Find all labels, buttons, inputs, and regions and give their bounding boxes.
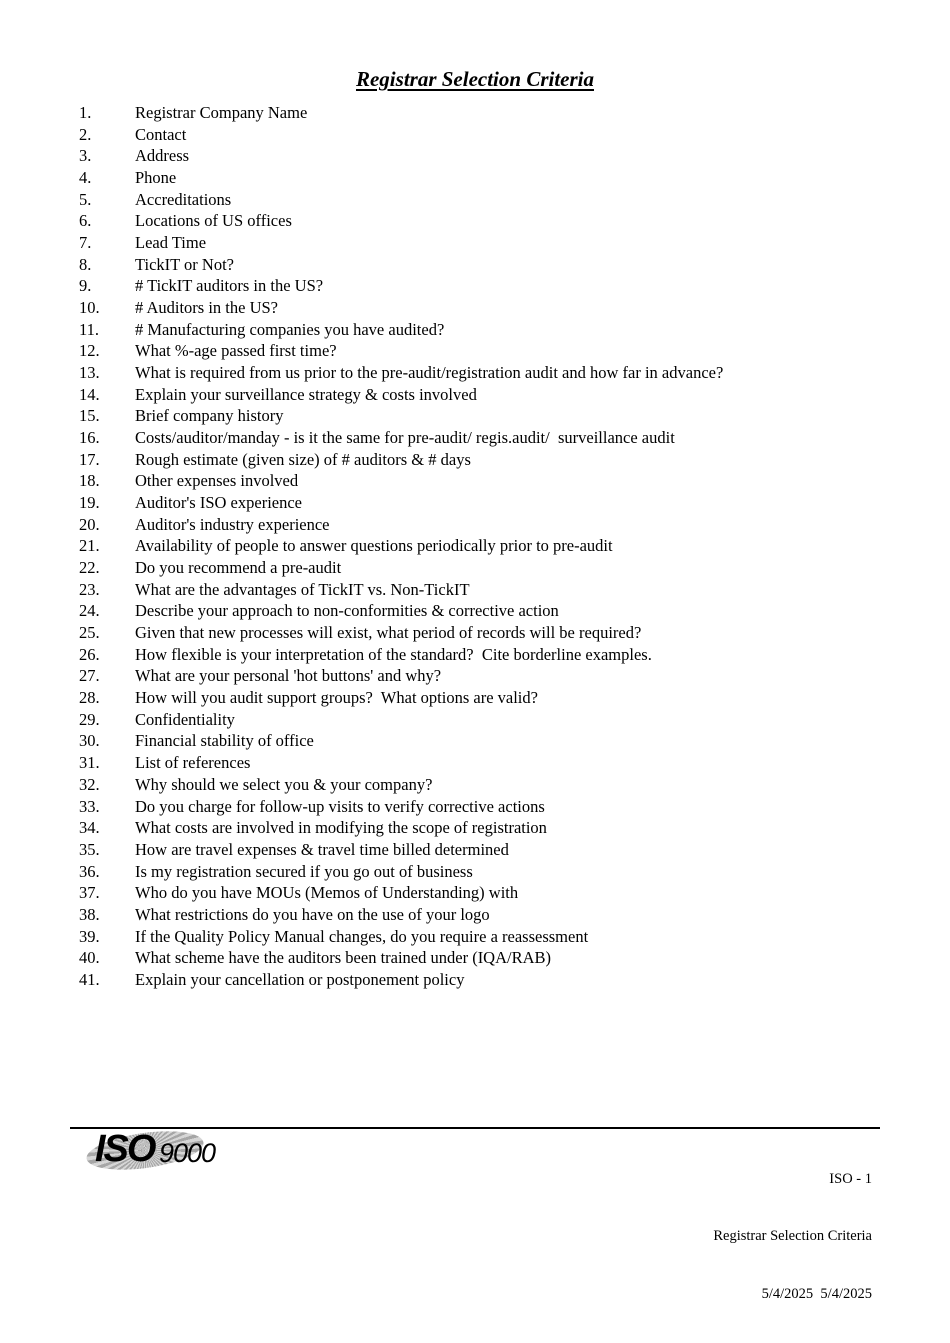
list-item-number: 37. — [79, 883, 100, 903]
list-item — [79, 817, 920, 839]
list-item — [79, 969, 920, 991]
list-item — [79, 622, 920, 644]
list-item — [79, 319, 920, 341]
list-item-text: Costs/auditor/manday - is it the same for pre-audit/ regis.audit/ surveillance audit — [135, 428, 675, 448]
list-item-number: 36. — [79, 861, 100, 881]
list-item-number: 29. — [79, 709, 100, 729]
list-item-number: 3. — [79, 146, 92, 166]
list-item-text: What are your personal 'hot buttons' and why? — [135, 666, 442, 686]
list-item-text: Address — [135, 146, 190, 166]
list-item-text: Lead Time — [135, 233, 207, 253]
list-item-text: TickIT or Not? — [135, 254, 234, 274]
list-item-text: Locations of US offices — [135, 211, 292, 231]
list-item-text: # Auditors in the US? — [135, 298, 278, 318]
list-item-number: 41. — [79, 969, 100, 989]
list-item-number: 20. — [79, 514, 100, 534]
list-item-text: # Manufacturing companies you have audited? — [135, 319, 445, 339]
list-item-number: 14. — [79, 384, 100, 404]
list-item-number: 17. — [79, 449, 100, 469]
list-item-number: 21. — [79, 536, 100, 556]
list-item-number: 2. — [79, 124, 92, 144]
list-item-number: 12. — [79, 341, 100, 361]
list-item-number: 23. — [79, 579, 100, 599]
list-item — [79, 167, 920, 189]
list-item-text: Financial stability of office — [135, 731, 314, 751]
list-item — [79, 405, 920, 427]
list-item-text: Accreditations — [135, 189, 232, 209]
list-item-text: Contact — [135, 124, 187, 144]
list-item — [79, 644, 920, 666]
list-item-text: What restrictions do you have on the use of your logo — [135, 904, 490, 924]
list-item — [79, 709, 920, 731]
list-item — [79, 145, 920, 167]
list-item-text: What costs are involved in modifying the scope of registration — [135, 818, 547, 838]
list-item-number: 15. — [79, 406, 100, 426]
list-item-number: 19. — [79, 493, 100, 513]
list-item — [79, 774, 920, 796]
logo-9000-text: 9000 — [159, 1138, 216, 1168]
list-item — [79, 232, 920, 254]
list-item — [79, 340, 920, 362]
list-item-number: 4. — [79, 168, 92, 188]
list-item — [79, 687, 920, 709]
list-item-number: 1. — [79, 103, 92, 122]
list-item — [79, 752, 920, 774]
list-item-text: Availability of people to answer questions periodically prior to pre-audit — [135, 536, 613, 556]
list-item-number: 28. — [79, 688, 100, 708]
list-item — [79, 449, 920, 471]
list-item-number: 22. — [79, 558, 100, 578]
list-item — [79, 297, 920, 319]
list-item-number: 7. — [79, 233, 92, 253]
list-item-number: 11. — [79, 319, 100, 339]
list-item — [79, 579, 920, 601]
list-item — [79, 861, 920, 883]
list-item — [79, 904, 920, 926]
footer-dates: 5/4/2025 5/4/2025 — [761, 1286, 872, 1303]
list-item-text: Why should we select you & your company? — [135, 774, 433, 794]
list-item-text: Other expenses involved — [135, 471, 299, 491]
list-item — [79, 427, 920, 449]
list-item-text: # TickIT auditors in the US? — [135, 276, 324, 296]
list-item-text: Is my registration secured if you go out of business — [135, 861, 473, 881]
list-item-number: 40. — [79, 948, 100, 968]
list-item — [79, 557, 920, 579]
list-item-text: Registrar Company Name — [135, 103, 308, 122]
list-item-number: 31. — [79, 753, 100, 773]
list-item-text: Who do you have MOUs (Memos of Understanding) with — [135, 883, 519, 903]
list-item-text: Rough estimate (given size) of # auditors & # days — [135, 449, 471, 469]
logo-iso-text: ISO — [95, 1128, 155, 1170]
list-item-text: What is required from us prior to the pre-audit/registration audit and how far in advance? — [135, 363, 724, 383]
list-item-number: 27. — [79, 666, 100, 686]
criteria-list — [79, 102, 920, 991]
footer-document-title: Registrar Selection Criteria — [713, 1228, 872, 1245]
list-item-text: Given that new processes will exist, what period of records will be required? — [135, 623, 642, 643]
list-item-text: Do you recommend a pre-audit — [135, 558, 342, 578]
list-item-number: 38. — [79, 904, 100, 924]
list-item-text: If the Quality Policy Manual changes, do you require a reassessment — [135, 926, 589, 946]
list-item — [79, 492, 920, 514]
list-item — [79, 839, 920, 861]
list-item-text: Describe your approach to non-conformities & corrective action — [135, 601, 559, 621]
list-item — [79, 124, 920, 146]
list-item-text: Do you charge for follow-up visits to verify corrective actions — [135, 796, 545, 816]
list-item-number: 5. — [79, 189, 92, 209]
list-item-text: Confidentiality — [135, 709, 235, 729]
list-item — [79, 514, 920, 536]
list-item-number: 6. — [79, 211, 92, 231]
list-item-text: How will you audit support groups? What options are valid? — [135, 688, 538, 708]
footer-page-label: ISO - 1 — [829, 1170, 872, 1187]
list-item — [79, 275, 920, 297]
list-item-number: 25. — [79, 623, 100, 643]
list-item-number: 34. — [79, 818, 100, 838]
list-item-number: 18. — [79, 471, 100, 491]
list-item-text: What are the advantages of TickIT vs. Non-TickIT — [135, 579, 470, 599]
list-item-text: Brief company history — [135, 406, 284, 426]
list-item-number: 24. — [79, 601, 100, 621]
list-item-number: 32. — [79, 774, 100, 794]
list-item — [79, 189, 920, 211]
list-item-number: 8. — [79, 254, 92, 274]
list-item-text: Auditor's industry experience — [135, 514, 330, 534]
list-item — [79, 254, 920, 276]
iso9000-logo — [73, 1126, 313, 1188]
list-item-text: Explain your surveillance strategy & costs involved — [135, 384, 477, 404]
list-item-number: 39. — [79, 926, 100, 946]
list-item-number: 13. — [79, 363, 100, 383]
list-item-text: Auditor's ISO experience — [135, 493, 303, 513]
list-item — [79, 384, 920, 406]
list-item — [79, 470, 920, 492]
list-item-text: Phone — [135, 168, 177, 188]
list-item-number: 10. — [79, 298, 100, 318]
list-item-text: How flexible is your interpretation of the standard? Cite borderline examples. — [135, 644, 652, 664]
list-item — [79, 926, 920, 948]
list-item — [79, 947, 920, 969]
list-item — [79, 210, 920, 232]
list-item-number: 33. — [79, 796, 100, 816]
list-item — [79, 102, 920, 124]
page-title: Registrar Selection Criteria — [355, 67, 594, 92]
list-item — [79, 730, 920, 752]
list-item-number: 35. — [79, 839, 100, 859]
list-item — [79, 882, 920, 904]
list-item-number: 16. — [79, 428, 100, 448]
list-item-number: 26. — [79, 644, 100, 664]
list-item-text: Explain your cancellation or postponement policy — [135, 969, 465, 989]
list-item — [79, 796, 920, 818]
list-item — [79, 665, 920, 687]
list-item-text: How are travel expenses & travel time billed determined — [135, 839, 509, 859]
list-item — [79, 600, 920, 622]
list-item-number: 9. — [79, 276, 92, 296]
footer-right-block — [713, 1131, 872, 1343]
list-item-number: 30. — [79, 731, 100, 751]
list-item-text: What scheme have the auditors been trained under (IQA/RAB) — [135, 948, 552, 968]
list-item-text: What %-age passed first time? — [135, 341, 337, 361]
list-item — [79, 362, 920, 384]
list-item-text: List of references — [135, 753, 251, 773]
list-item — [79, 535, 920, 557]
